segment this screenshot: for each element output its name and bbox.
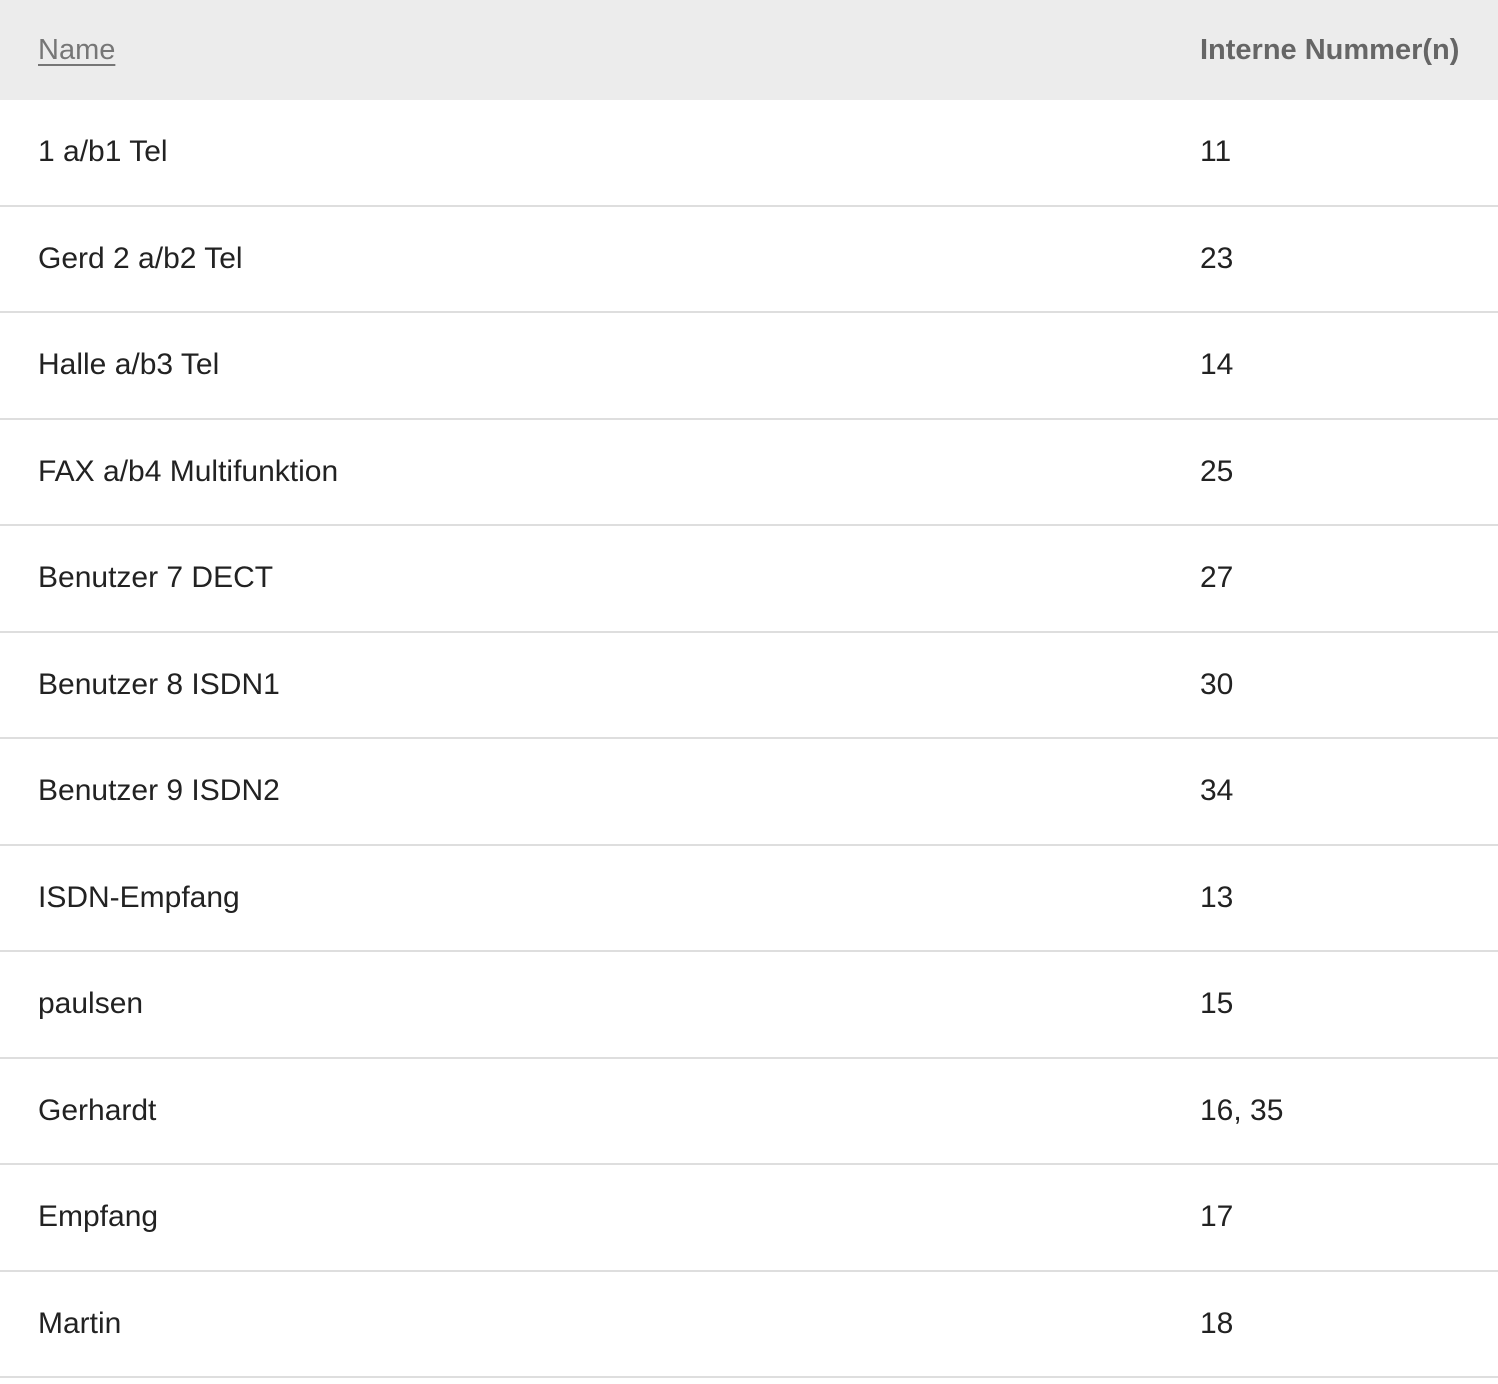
column-header-name-cell: [0, 34, 1200, 67]
column-header-internal-numbers-label: Interne Nummer(n): [1200, 33, 1460, 66]
column-header-name-sort-link[interactable]: Name: [38, 33, 116, 66]
column-header-internal-numbers-cell: [1200, 34, 1498, 67]
table-row: [0, 1165, 1498, 1272]
internal-number: 34: [1200, 774, 1234, 808]
table-row: [0, 420, 1498, 527]
internal-number: 30: [1200, 667, 1234, 701]
device-name: Empfang: [38, 1200, 159, 1234]
internal-number: 18: [1200, 1306, 1234, 1340]
table-row: [0, 952, 1498, 1059]
device-name: FAX a/b4 Multifunktion: [38, 454, 339, 488]
internal-number: 11: [1200, 135, 1232, 169]
internal-number: 17: [1200, 1200, 1234, 1234]
table-row: [0, 739, 1498, 846]
table-row: [0, 526, 1498, 633]
internal-number: 23: [1200, 241, 1234, 275]
device-name: Gerhardt: [38, 1093, 157, 1127]
device-name: Martin: [38, 1306, 122, 1340]
table-row: [0, 1059, 1498, 1166]
device-name: Gerd 2 a/b2 Tel: [38, 241, 243, 275]
device-name: Benutzer 9 ISDN2: [38, 774, 280, 808]
table-body: [0, 100, 1498, 1378]
device-name: paulsen: [38, 987, 144, 1021]
table-header-row: [0, 0, 1498, 100]
device-name: Halle a/b3 Tel: [38, 348, 220, 382]
device-name: 1 a/b1 Tel: [38, 135, 168, 169]
table-row: [0, 1272, 1498, 1379]
table-row: [0, 100, 1498, 207]
device-name: ISDN-Empfang: [38, 880, 240, 914]
internal-number: 14: [1200, 348, 1234, 382]
table-row: [0, 313, 1498, 420]
internal-number: 27: [1200, 561, 1234, 595]
internal-number: 13: [1200, 880, 1234, 914]
internal-number: 15: [1200, 987, 1234, 1021]
table-row: [0, 846, 1498, 953]
device-name: Benutzer 8 ISDN1: [38, 667, 280, 701]
internal-number: 25: [1200, 454, 1234, 488]
internal-number: 16, 35: [1200, 1093, 1284, 1127]
table-row: [0, 207, 1498, 314]
device-name: Benutzer 7 DECT: [38, 561, 274, 595]
table-row: [0, 633, 1498, 740]
